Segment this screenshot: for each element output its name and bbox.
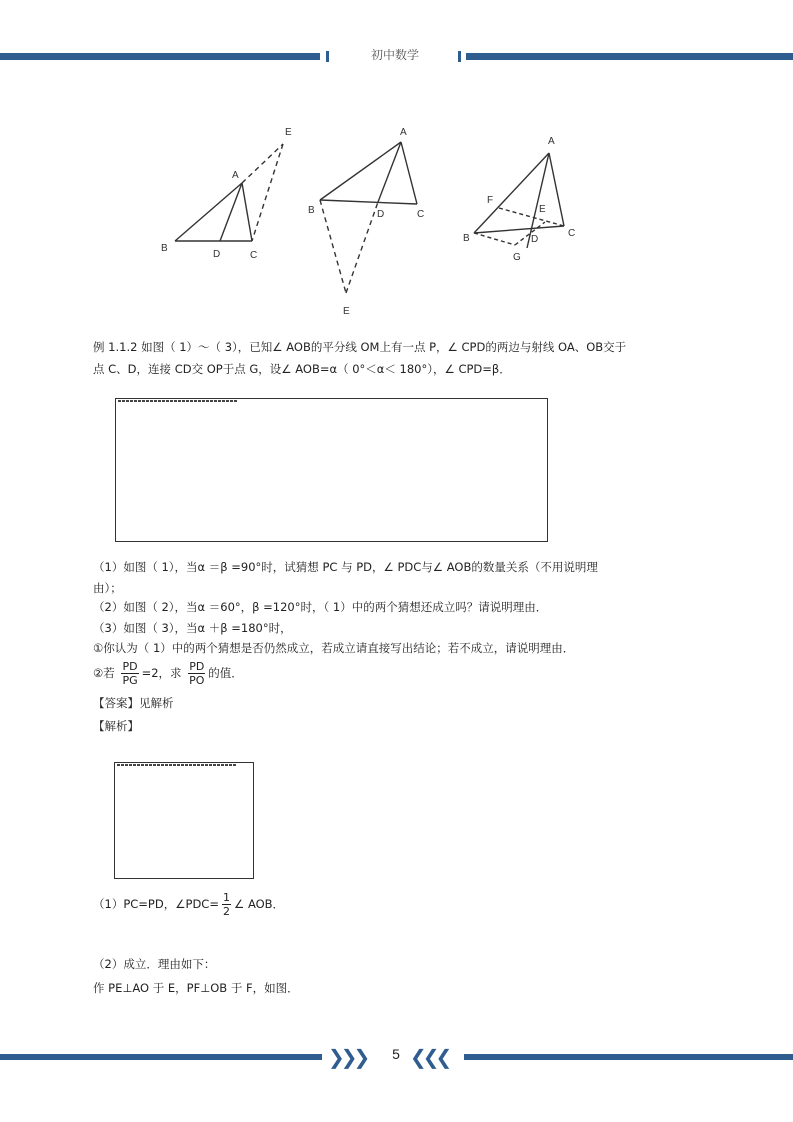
solution-2: （2）成立．理由如下： bbox=[93, 957, 216, 971]
solution-3: 作 PE⊥AO 于 E，PF⊥OB 于 F，如图． bbox=[93, 981, 299, 995]
footer-chevron-right-icon: ❯❯❯ bbox=[328, 1045, 367, 1069]
fraction-one-half-numerator: 1 bbox=[222, 891, 230, 904]
fraction-pd-pg bbox=[121, 660, 138, 687]
fig1-label-d: D bbox=[213, 249, 221, 260]
q3-2-prefix: ②若 bbox=[93, 666, 115, 680]
fig2-label-b: B bbox=[308, 205, 315, 216]
fraction-one-half bbox=[222, 891, 231, 918]
footer-bar-right bbox=[464, 1054, 793, 1060]
header-bar-right bbox=[466, 53, 793, 60]
q3-2-suffix: 的值． bbox=[208, 666, 243, 680]
solution-1-prefix: （1）PC=PD，∠PDC= bbox=[93, 897, 219, 911]
question-1-line-2: 由）； bbox=[93, 581, 122, 595]
fraction-pd-po-denominator: PO bbox=[189, 674, 205, 687]
fig2-label-a: A bbox=[400, 127, 407, 138]
fig3-label-d: D bbox=[531, 234, 539, 245]
fig2-label-d: D bbox=[377, 209, 385, 220]
fig1-label-b: B bbox=[161, 243, 168, 254]
header-tick-right bbox=[458, 51, 461, 62]
example-line-1: 例 1.1.2 如图（ 1）～（ 3），已知∠ AOB的平分线 OM上有一点 P，∠ CPD的两边与射线 OA、OB交于 bbox=[93, 340, 627, 354]
question-1-line-1: （1）如图（ 1），当α ＝β =90°时，试猜想 PC 与 PD，∠ PDC与∠ AOB的数量关系（不用说明理 bbox=[93, 560, 598, 574]
q3-2-mid: =2，求 bbox=[141, 666, 182, 680]
figure-1 bbox=[175, 144, 283, 241]
figure-box-caption-strip bbox=[118, 400, 238, 402]
fig3-label-e: E bbox=[539, 204, 546, 215]
solution-1-suffix: ∠ AOB． bbox=[233, 897, 285, 911]
fig3-label-b: B bbox=[463, 233, 470, 244]
fig3-label-g: G bbox=[513, 252, 521, 263]
answer-line: 【答案】见解析 bbox=[93, 696, 174, 710]
fig1-label-c: C bbox=[250, 250, 258, 261]
question-2: （2）如图（ 2），当α ＝60°，β =120°时，（ 1）中的两个猜想还成立吗？请说明理由． bbox=[93, 600, 548, 614]
header-title: 初中数学 bbox=[370, 48, 419, 62]
header-bar-left bbox=[0, 53, 320, 60]
figure-box-small-caption-strip bbox=[117, 764, 237, 766]
footer-chevron-left-icon: ❮❮❮ bbox=[410, 1045, 449, 1069]
question-3-part-2 bbox=[93, 656, 243, 690]
figure-box-large bbox=[115, 398, 548, 542]
fig3-label-c: C bbox=[568, 228, 576, 239]
question-3: （3）如图（ 3），当α ＋β =180°时， bbox=[93, 621, 292, 635]
fraction-pd-pg-denominator: PG bbox=[122, 674, 138, 687]
fig1-label-a: A bbox=[232, 170, 239, 181]
fig2-label-c: C bbox=[417, 209, 425, 220]
figure-2 bbox=[320, 142, 417, 293]
fig3-label-a: A bbox=[548, 136, 555, 147]
question-3-part-1: ①你认为（ 1）中的两个猜想是否仍然成立，若成立请直接写出结论；若不成立，请说明理由． bbox=[93, 641, 575, 655]
fig2-label-e: E bbox=[343, 306, 350, 317]
page-number: 5 bbox=[392, 1046, 400, 1062]
footer-bar-left bbox=[0, 1054, 322, 1060]
geometry-figures bbox=[150, 120, 600, 320]
figure-box-small bbox=[114, 762, 254, 879]
fig1-label-e: E bbox=[285, 127, 292, 138]
fig3-label-f: F bbox=[487, 195, 494, 206]
solution-1 bbox=[93, 887, 284, 921]
fraction-pd-pg-numerator: PD bbox=[122, 660, 138, 673]
fraction-one-half-denominator: 2 bbox=[222, 905, 230, 918]
header-tick-left bbox=[326, 51, 329, 62]
fraction-pd-po bbox=[188, 660, 205, 687]
analysis-label: 【解析】 bbox=[93, 719, 139, 733]
fraction-pd-po-numerator: PD bbox=[189, 660, 205, 673]
example-line-2: 点 C、D，连接 CD交 OP于点 G，设∠ AOB=α（ 0°＜α＜ 180°），∠ CPD=β． bbox=[93, 362, 511, 376]
